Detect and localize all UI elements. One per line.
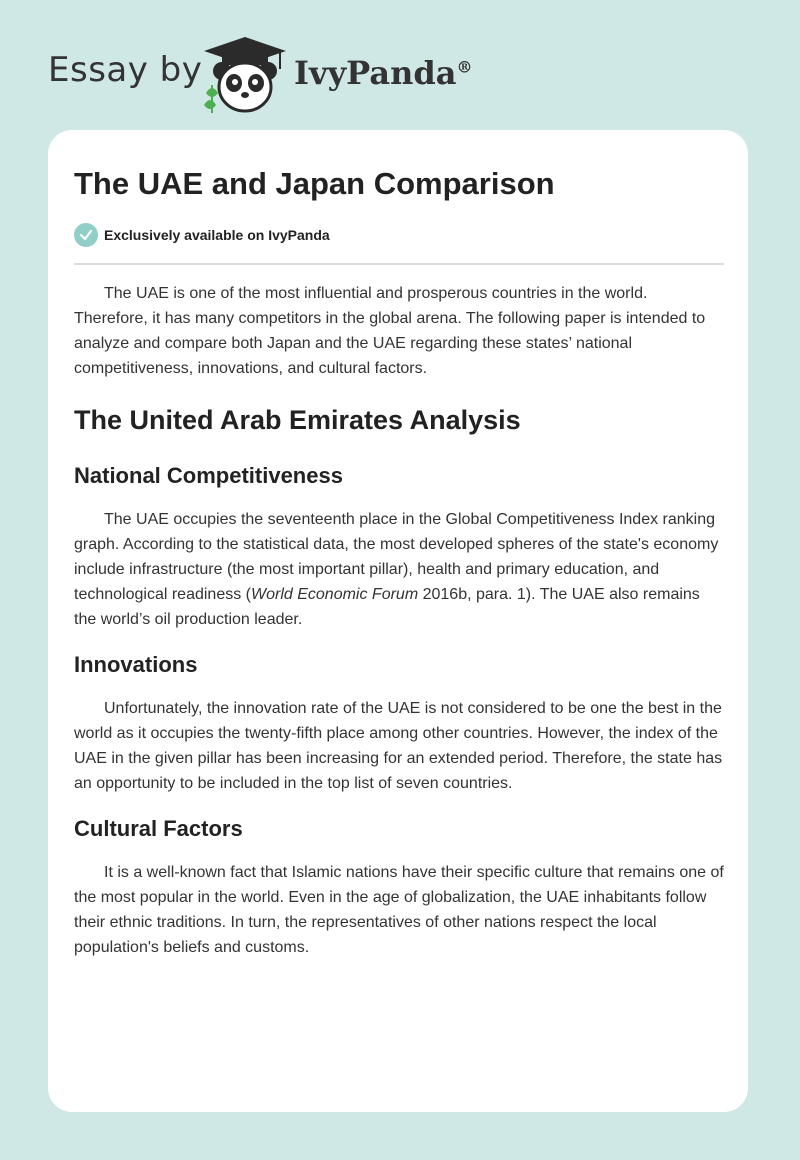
exclusive-label: Exclusively available on IvyPanda	[104, 227, 330, 243]
essay-by-label: Essay by	[48, 50, 203, 90]
article-content	[74, 130, 724, 960]
brand-name[interactable]: IvyPanda®	[294, 54, 473, 92]
exclusive-badge	[74, 222, 724, 248]
page-title: The UAE and Japan Comparison	[74, 166, 555, 201]
panda-logo-icon[interactable]	[200, 35, 290, 115]
paragraph-innovations: Unfortunately, the innovation rate of the UAE is not considered to be one the best in the world as it occupies the twenty-fifth place among other countries. However, the index of the UAE in the given pillar has been increasing for an extended period. Therefore, the state has an opportunity to be included in the top list of seven countries.	[74, 700, 723, 792]
subsection-heading-cultural-factors: Cultural Factors	[74, 816, 243, 841]
site-header	[48, 30, 548, 110]
citation: World Economic Forum	[251, 586, 419, 603]
intro-paragraph: The UAE is one of the most influential and prosperous countries in the world. Therefore, it has many competitors in the global arena. The following paper is intended to analyze and compare both Japan and the UAE regarding these states’ national competitiveness, innovations, and cultural factors.	[74, 285, 706, 377]
divider	[74, 263, 724, 265]
paragraph-national-competitiveness: The UAE occupies the seventeenth place in the Global Competitiveness Index ranking graph. According to the statistical data, the most developed spheres of the state's economy include infrastructure (the most important pillar), health and primary education, and technological readiness (World Economic Forum 2016b, para. 1). The UAE also remains the world’s oil production leader.	[74, 511, 719, 628]
paragraph-cultural-factors: It is a well-known fact that Islamic nations have their specific culture that remains one of the most popular in the world. Even in the age of globalization, the UAE inhabitants follow their ethnic traditions. In turn, the representatives of other nations respect the local population's beliefs and customs.	[74, 864, 724, 956]
registered-mark: ®	[456, 57, 473, 77]
check-icon	[74, 223, 98, 247]
subsection-heading-national-competitiveness: National Competitiveness	[74, 463, 343, 488]
article-card	[48, 130, 748, 1112]
section-heading: The United Arab Emirates Analysis	[74, 405, 521, 435]
subsection-heading-innovations: Innovations	[74, 652, 198, 677]
